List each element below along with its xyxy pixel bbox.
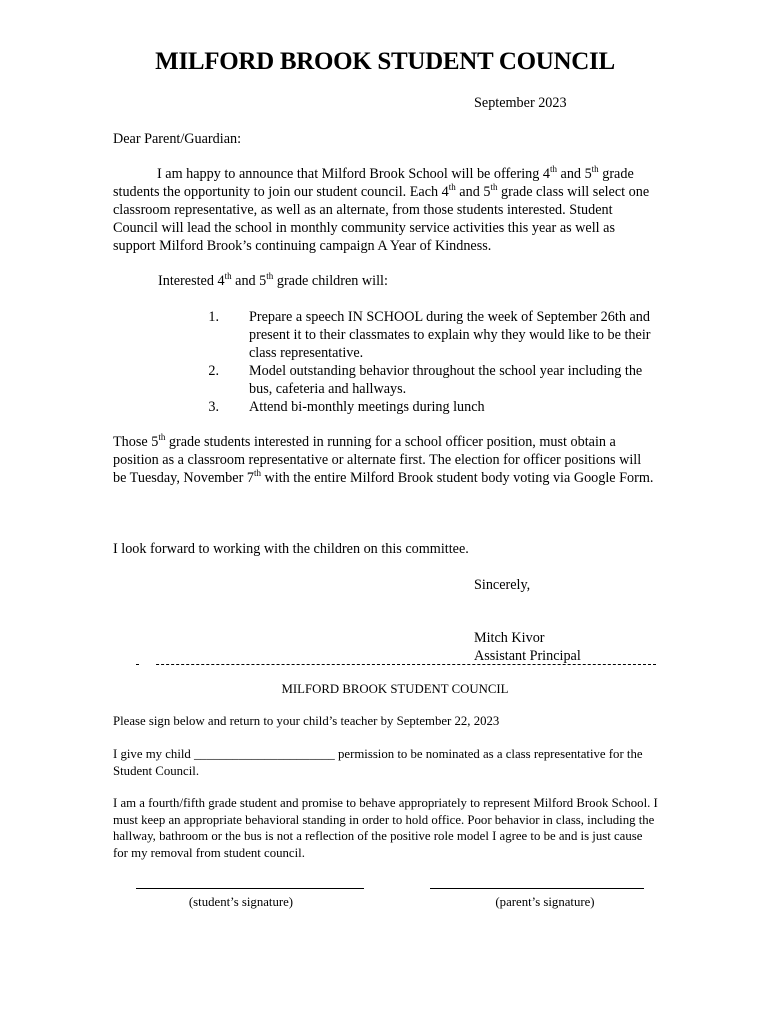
student-signature-label: (student’s signature) (188, 895, 294, 909)
signer-title: Assistant Principal (474, 648, 581, 664)
cut-line-gap (141, 662, 155, 667)
form-heading: MILFORD BROOK STUDENT COUNCIL (281, 682, 509, 696)
valediction: Sincerely, (474, 577, 531, 593)
salutation: Dear Parent/Guardian: (113, 131, 242, 147)
parent-signature-label: (parent’s signature) (495, 895, 595, 909)
cut-line (136, 664, 656, 665)
student-signature-line[interactable] (136, 888, 364, 889)
officer-paragraph: Those 5th grade students interested in running for a school officer position, must obtain a position as a classroom representative or alternate first. The election for officer positions will be Tuesday, November 7th with the entire Milford Brook student body voting via Google Form. (113, 432, 654, 486)
permission-statement: I give my child ______________________ permission to be nominated as a class representative for the Student Council. (113, 747, 643, 778)
list-item: 3. Attend bi-monthly meetings during lunch (208, 399, 485, 415)
student-pledge: I am a fourth/fifth grade student and promise to behave appropriately to represent Milford Brook School. I must keep an appropriate behavioral standing in order to hold office. Poor behavior in class, including the hallway, bathroom or the bus is not a reflection of the positive role model I agree to be and is just cause for my removal from student council. (113, 796, 658, 860)
intro-paragraph: I am happy to announce that Milford Brook School will be offering 4th and 5th grade students the opportunity to join our student council. Each 4th and 5th grade class will select one classroom representative, as well as an alternate, from those students interested. Student Council will lead the school in monthly community service activities this year as well as support Milford Brook’s continuing campaign A Year of Kindness. (113, 164, 650, 254)
list-item: 1. Prepare a speech IN SCHOOL during the week of September 26th and present it to their classmates to explain why they would like to be their class representative. (208, 309, 651, 361)
letter-date: September 2023 (474, 95, 567, 111)
signer-name: Mitch Kivor (474, 630, 545, 646)
requirements-list (203, 308, 658, 416)
form-instructions: Please sign below and return to your child’s teacher by September 22, 2023 (113, 714, 500, 728)
letter-title: MILFORD BROOK STUDENT COUNCIL (155, 48, 615, 75)
interested-intro: Interested 4th and 5th grade children will: (158, 271, 388, 289)
list-item: 2. Model outstanding behavior throughout the school year including the bus, cafeteria and hallways. (208, 363, 643, 397)
closing-line: I look forward to working with the children on this committee. (113, 541, 469, 557)
parent-signature-line[interactable] (430, 888, 644, 889)
